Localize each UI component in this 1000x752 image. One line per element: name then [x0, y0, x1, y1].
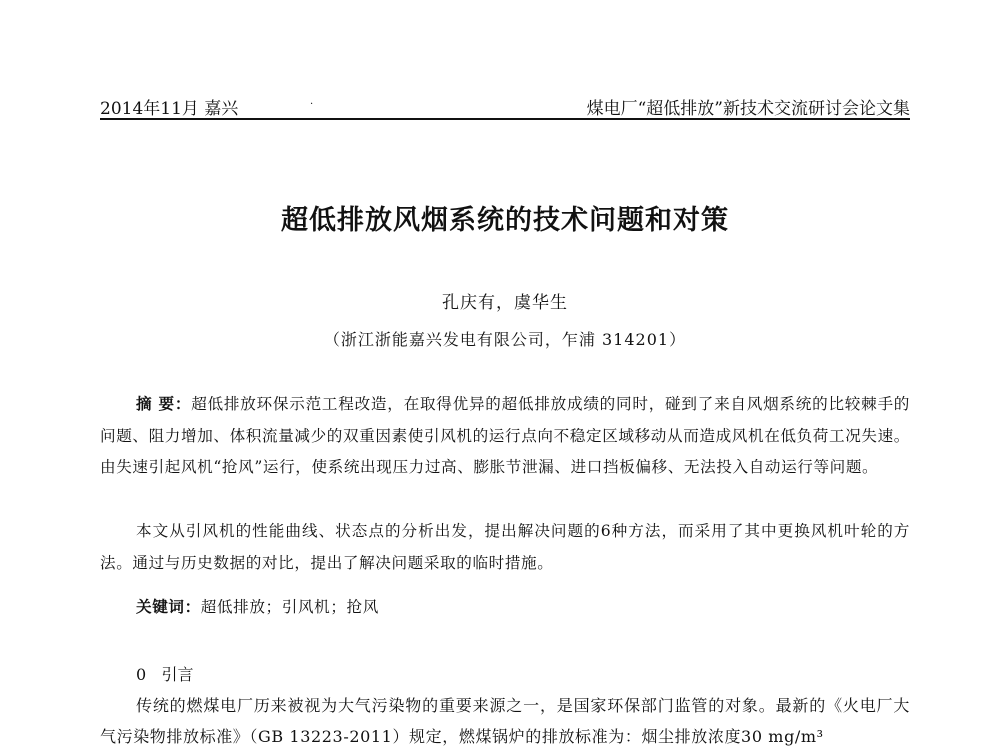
header-proceedings-title: 煤电厂“超低排放”新技术交流研讨会论文集	[586, 99, 910, 119]
header-date-location: 2014年11月 嘉兴	[100, 99, 239, 119]
abstract-paragraph-2: 本文从引风机的性能曲线、状态点的分析出发，提出解决问题的6种方法，而采用了其中更换风机叶轮的方法。通过与历史数据的对比，提出了解决问题采取的临时措施。	[100, 522, 910, 572]
abstract-paragraph	[100, 388, 910, 484]
header-dot: .	[310, 96, 314, 107]
running-header	[100, 92, 910, 120]
paper-affiliation: （浙江浙能嘉兴发电有限公司，乍浦 314201）	[323, 330, 687, 349]
body-paragraph: 传统的燃煤电厂历来被视为大气污染物的重要来源之一，是国家环保部门监管的对象。最新的《火电厂大气污染物排放标准》（GB 13223-2011）规定，燃煤锅炉的排放标准为：烟尘排放浓度30 mg/m³	[100, 696, 910, 746]
paper-title: 超低排放风烟系统的技术问题和对策	[281, 205, 729, 236]
keywords-text: 超低排放；引风机；抢风	[200, 598, 379, 616]
section-title: 引言	[161, 665, 194, 684]
paper-authors: 孔庆有，虞华生	[442, 293, 568, 313]
keywords-label: 关键词：	[136, 597, 201, 616]
keywords-line	[136, 591, 910, 624]
abstract-text: 超低排放环保示范工程改造，在取得优异的超低排放成绩的同时，碰到了来自风烟系统的比较棘手的问题、阻力增加、体积流量减少的双重因素使引风机的运行点向不稳定区域移动从而造成风机在低负荷工况失速。由失速引起风机“抢风”运行，使系统出现压力过高、膨胀节泄漏、进口挡板偏移、无法投入自动运行等问题。	[100, 395, 910, 476]
section-number: 0	[136, 665, 147, 684]
abstract-label: 摘 要：	[136, 394, 192, 413]
section-heading	[136, 662, 193, 685]
